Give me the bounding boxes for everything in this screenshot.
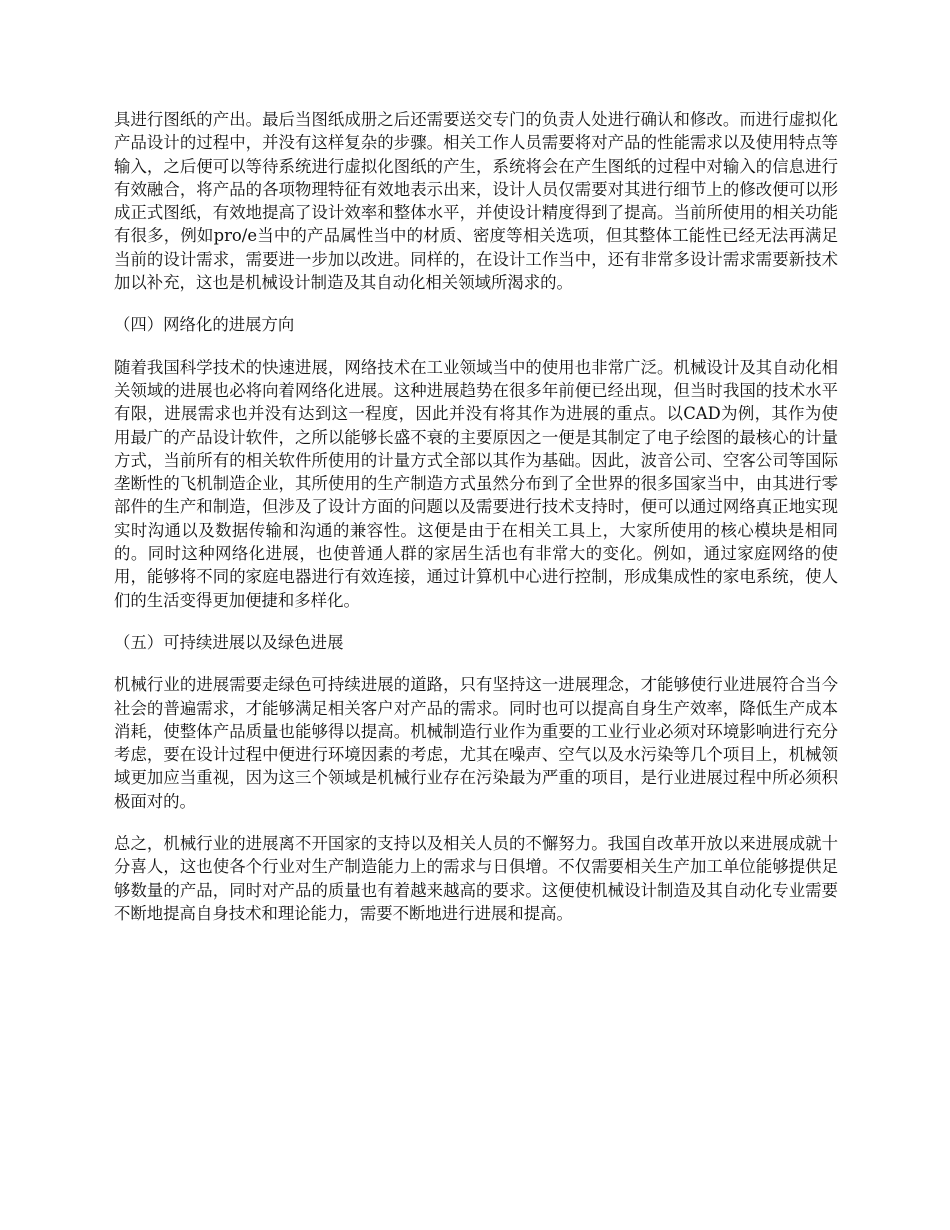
section-heading-networking: （四）网络化的进展方向 bbox=[114, 315, 295, 335]
document-page bbox=[114, 108, 838, 944]
paragraph-networking: 随着我国科学技术的快速进展，网络技术在工业领域当中的使用也非常广泛。机械设计及其自动化相关领域的进展也必将向着网络化进展。这种进展趋势在很多年前便已经出现，但当时我国的技术水平有限，进展需求也并没有达到这一程度，因此并没有将其作为进展的重点。以CAD为例，其作为使用最广的产品设计软件，之所以能够长盛不衰的主要原因之一便是其制定了电子绘图的最核心的计量方式，当前所有的相关软件所使用的计量方式全部以其作为基础。因此，波音公司、空客公司等国际垄断性的飞机制造企业，其所使用的生产制造方式虽然分布到了全世界的很多国家当中，由其进行零部件的生产和制造，但涉及了设计方面的问题以及需要进行技术支持时，便可以通过网络真正地实现实时沟通以及数据传输和沟通的兼容性。这便是由于在相关工具上，大家所使用的核心模块是相同的。同时这种网络化进展，也使普通人群的家居生活也有非常大的变化。例如，通过家庭网络的使用，能够将不同的家庭电器进行有效连接，通过计算机中心进行控制，形成集成性的家电系统，使人们的生活变得更加便捷和多样化。 bbox=[114, 357, 838, 610]
paragraph-green-development: 机械行业的进展需要走绿色可持续进展的道路，只有坚持这一进展理念，才能够使行业进展符合当今社会的普遍需求，才能够满足相关客户对产品的需求。同时也可以提高自身生产效率，降低生产成本消耗，使整体产品质量也能够得以提高。机械制造行业作为重要的工业行业必须对环境影响进行充分考虑，要在设计过程中便进行环境因素的考虑，尤其在噪声、空气以及水污染等几个项目上，机械领域更加应当重视，因为这三个领域是机械行业存在污染最为严重的项目，是行业进展过程中所必须积极面对的。 bbox=[114, 675, 838, 811]
paragraph-virtual-design: 具进行图纸的产出。最后当图纸成册之后还需要送交专门的负责人处进行确认和修改。而进行虚拟化产品设计的过程中，并没有这样复杂的步骤。相关工作人员需要将对产品的性能需求以及使用特点等输入，之后便可以等待系统进行虚拟化图纸的产生，系统将会在产生图纸的过程中对输入的信息进行有效融合，将产品的各项物理特征有效地表示出来，设计人员仅需要对其进行细节上的修改便可以形成正式图纸，有效地提高了设计效率和整体水平，并使设计精度得到了提高。当前所使用的相关功能有很多，例如pro/e当中的产品属性当中的材质、密度等相关选项，但其整体工能性已经无法再满足当前的设计需求，需要进一步加以改进。同样的，在设计工作当中，还有非常多设计需求需要新技术加以补充，这也是机械设计制造及其自动化相关领域所渴求的。 bbox=[114, 110, 838, 293]
section-heading-green-development: （五）可持续进展以及绿色进展 bbox=[114, 632, 344, 652]
paragraph-conclusion: 总之，机械行业的进展离不开国家的支持以及相关人员的不懈努力。我国自改革开放以来进展成就十分喜人，这也使各个行业对生产制造能力上的需求与日俱增。不仅需要相关生产加工单位能够提供足够数量的产品，同时对产品的质量也有着越来越高的要求。这便使机械设计制造及其自动化专业需要不断地提高自身技术和理论能力，需要不断地进行进展和提高。 bbox=[114, 834, 838, 923]
